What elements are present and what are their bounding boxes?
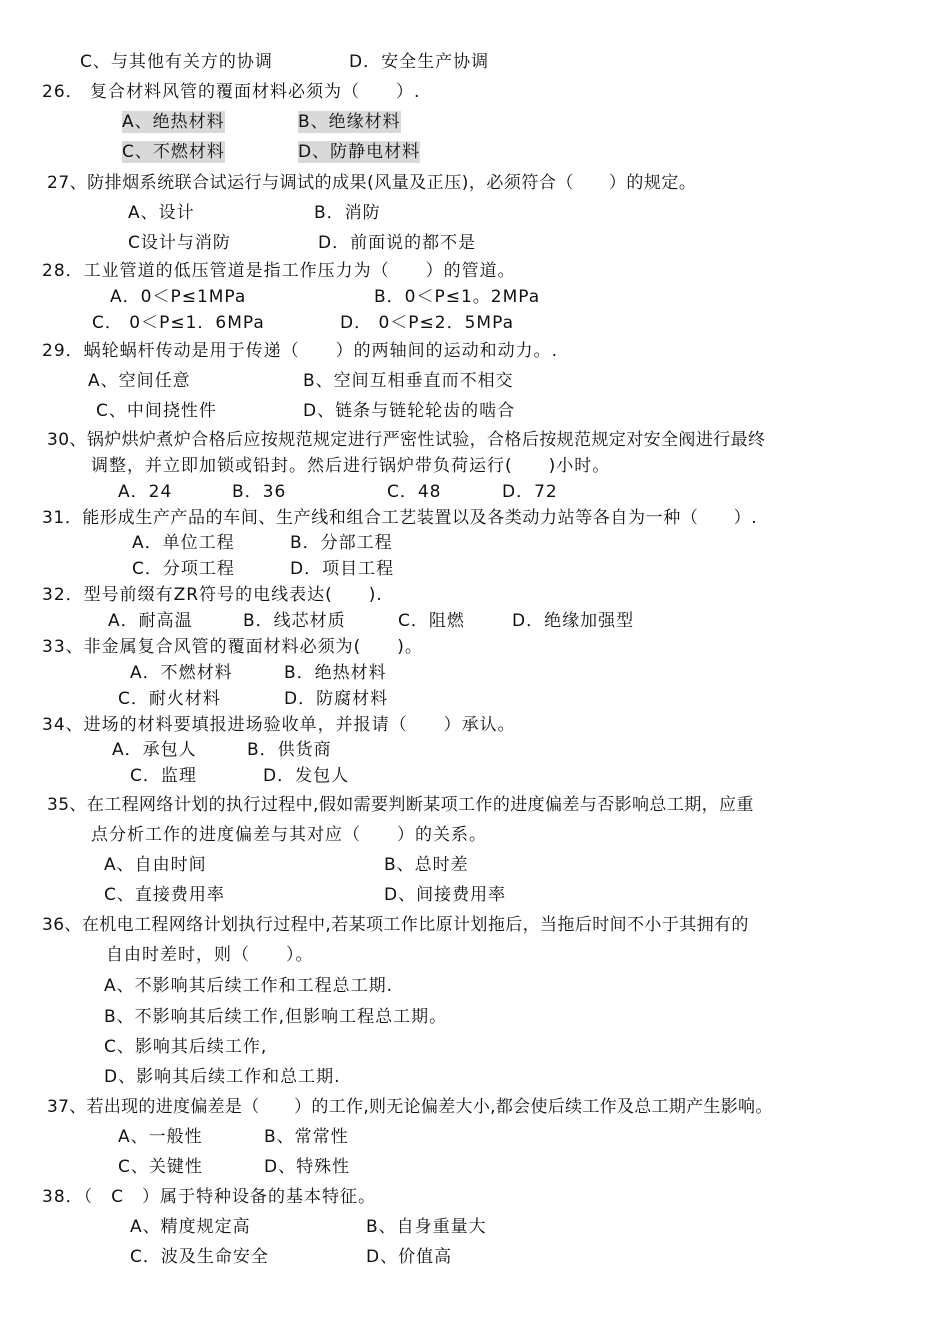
q33-option-c: C．耐火材料	[118, 689, 221, 709]
q26-option-b: B、绝缘材料	[298, 112, 401, 132]
q34-stem: 34、进场的材料要填报进场验收单，并报请（ ）承认。	[42, 715, 516, 735]
q30-option-c: C．48	[387, 482, 442, 502]
q27-option-a: A、设计	[128, 203, 195, 223]
q28-option-c: C． 0＜P≤1．6MPa	[92, 313, 265, 333]
q35-option-c: C、直接费用率	[104, 885, 225, 905]
q27-option-b: B．消防	[314, 203, 381, 223]
q38-option-c: C．波及生命安全	[130, 1247, 269, 1267]
q31-option-b: B．分部工程	[290, 533, 393, 553]
q37-option-c: C、关键性	[118, 1157, 203, 1177]
q35-option-a: A、自由时间	[104, 855, 207, 875]
q37-option-d: D、特殊性	[264, 1157, 351, 1177]
q37-option-b: B、常常性	[264, 1127, 349, 1147]
q35-option-b: B、总时差	[384, 855, 469, 875]
q36-stem-line1: 36、在机电工程网络计划执行过程中,若某项工作比原计划拖后，当拖后时间不小于其拥有的	[42, 915, 749, 935]
q34-option-d: D．发包人	[263, 766, 350, 786]
q28-stem: 28．工业管道的低压管道是指工作压力为（ ）的管道。	[42, 261, 516, 281]
q27-option-c: C设计与消防	[128, 233, 231, 253]
q25-option-d: D．安全生产协调	[349, 52, 490, 72]
q25-option-c: C、与其他有关方的协调	[80, 52, 273, 72]
q38-option-a: A、精度规定高	[130, 1217, 251, 1237]
q34-option-b: B．供货商	[247, 740, 332, 760]
q38-option-d: D、价值高	[366, 1247, 453, 1267]
q27-option-d: D．前面说的都不是	[318, 233, 477, 253]
q29-option-c: C、中间挠性件	[96, 401, 217, 421]
q29-option-d: D、链条与链轮轮齿的啮合	[303, 401, 516, 421]
q29-stem: 29．蜗轮蜗杆传动是用于传递（ ）的两轴间的运动和动力。.	[42, 341, 559, 361]
q36-stem-line2: 自由时差时，则（ ）。	[106, 945, 314, 965]
q35-stem-line1: 35、在工程网络计划的执行过程中,假如需要判断某项工作的进度偏差与否影响总工期，应重	[47, 795, 754, 815]
q30-option-d: D．72	[502, 482, 558, 502]
q34-option-a: A．承包人	[112, 740, 197, 760]
q26-stem: 26． 复合材料风管的覆面材料必须为（ ）.	[42, 82, 421, 102]
q29-option-a: A、空间任意	[88, 371, 191, 391]
q36-option-c: C、影响其后续工作,	[104, 1037, 268, 1057]
q33-option-a: A．不燃材料	[130, 663, 233, 683]
q38-option-b: B、自身重量大	[366, 1217, 487, 1237]
q33-option-d: D．防腐材料	[284, 689, 389, 709]
q28-option-b: B．0＜P≤1。2MPa	[374, 287, 541, 307]
q36-option-a: A、不影响其后续工作和工程总工期.	[104, 976, 394, 996]
q30-stem-line1: 30、锅炉烘炉煮炉合格后应按规范规定进行严密性试验，合格后按规范规定对安全阀进行最终	[47, 430, 766, 450]
q30-option-a: A．24	[118, 482, 173, 502]
q35-option-d: D、间接费用率	[384, 885, 507, 905]
q35-stem-line2: 点分析工作的进度偏差与其对应（ ）的关系。	[91, 825, 487, 845]
q33-option-b: B．绝热材料	[284, 663, 387, 683]
q26-option-a: A、绝热材料	[122, 112, 225, 132]
q31-stem: 31．能形成生产产品的车间、生产线和组合工艺装置以及各类动力站等各自为一种（ ）.	[42, 508, 758, 528]
q32-stem: 32．型号前缀有ZR符号的电线表达( ).	[42, 585, 383, 605]
q26-option-c: C、不燃材料	[122, 142, 225, 162]
q27-stem: 27、防排烟系统联合试运行与调试的成果(风量及正压)，必须符合（ ）的规定。	[47, 173, 697, 193]
q34-option-c: C．监理	[130, 766, 197, 786]
q32-option-a: A．耐高温	[108, 611, 193, 631]
q32-option-b: B．线芯材质	[243, 611, 346, 631]
q31-option-a: A．单位工程	[132, 533, 235, 553]
q28-option-a: A．0＜P≤1MPa	[110, 287, 247, 307]
q37-option-a: A、一般性	[118, 1127, 203, 1147]
q38-stem: 38．（ C ）属于特种设备的基本特征。	[42, 1187, 377, 1207]
q36-option-d: D、影响其后续工作和总工期.	[104, 1067, 341, 1087]
q36-option-b: B、不影响其后续工作,但影响工程总工期。	[104, 1007, 448, 1027]
q31-option-c: C．分项工程	[132, 559, 235, 579]
q30-stem-line2: 调整，并立即加锁或铅封。然后进行锅炉带负荷运行( )小时。	[91, 456, 611, 476]
q28-option-d: D． 0＜P≤2．5MPa	[340, 313, 515, 333]
q31-option-d: D．项目工程	[290, 559, 395, 579]
q32-option-c: C．阻燃	[398, 611, 465, 631]
q32-option-d: D．绝缘加强型	[512, 611, 635, 631]
q30-option-b: B．36	[232, 482, 287, 502]
q37-stem: 37、若出现的进度偏差是（ ）的工作,则无论偏差大小,都会使后续工作及总工期产生影响。	[47, 1097, 773, 1117]
q26-option-d: D、防静电材料	[298, 142, 421, 162]
q33-stem: 33、非金属复合风管的覆面材料必须为( )。	[42, 637, 423, 657]
q29-option-b: B、空间互相垂直而不相交	[303, 371, 514, 391]
